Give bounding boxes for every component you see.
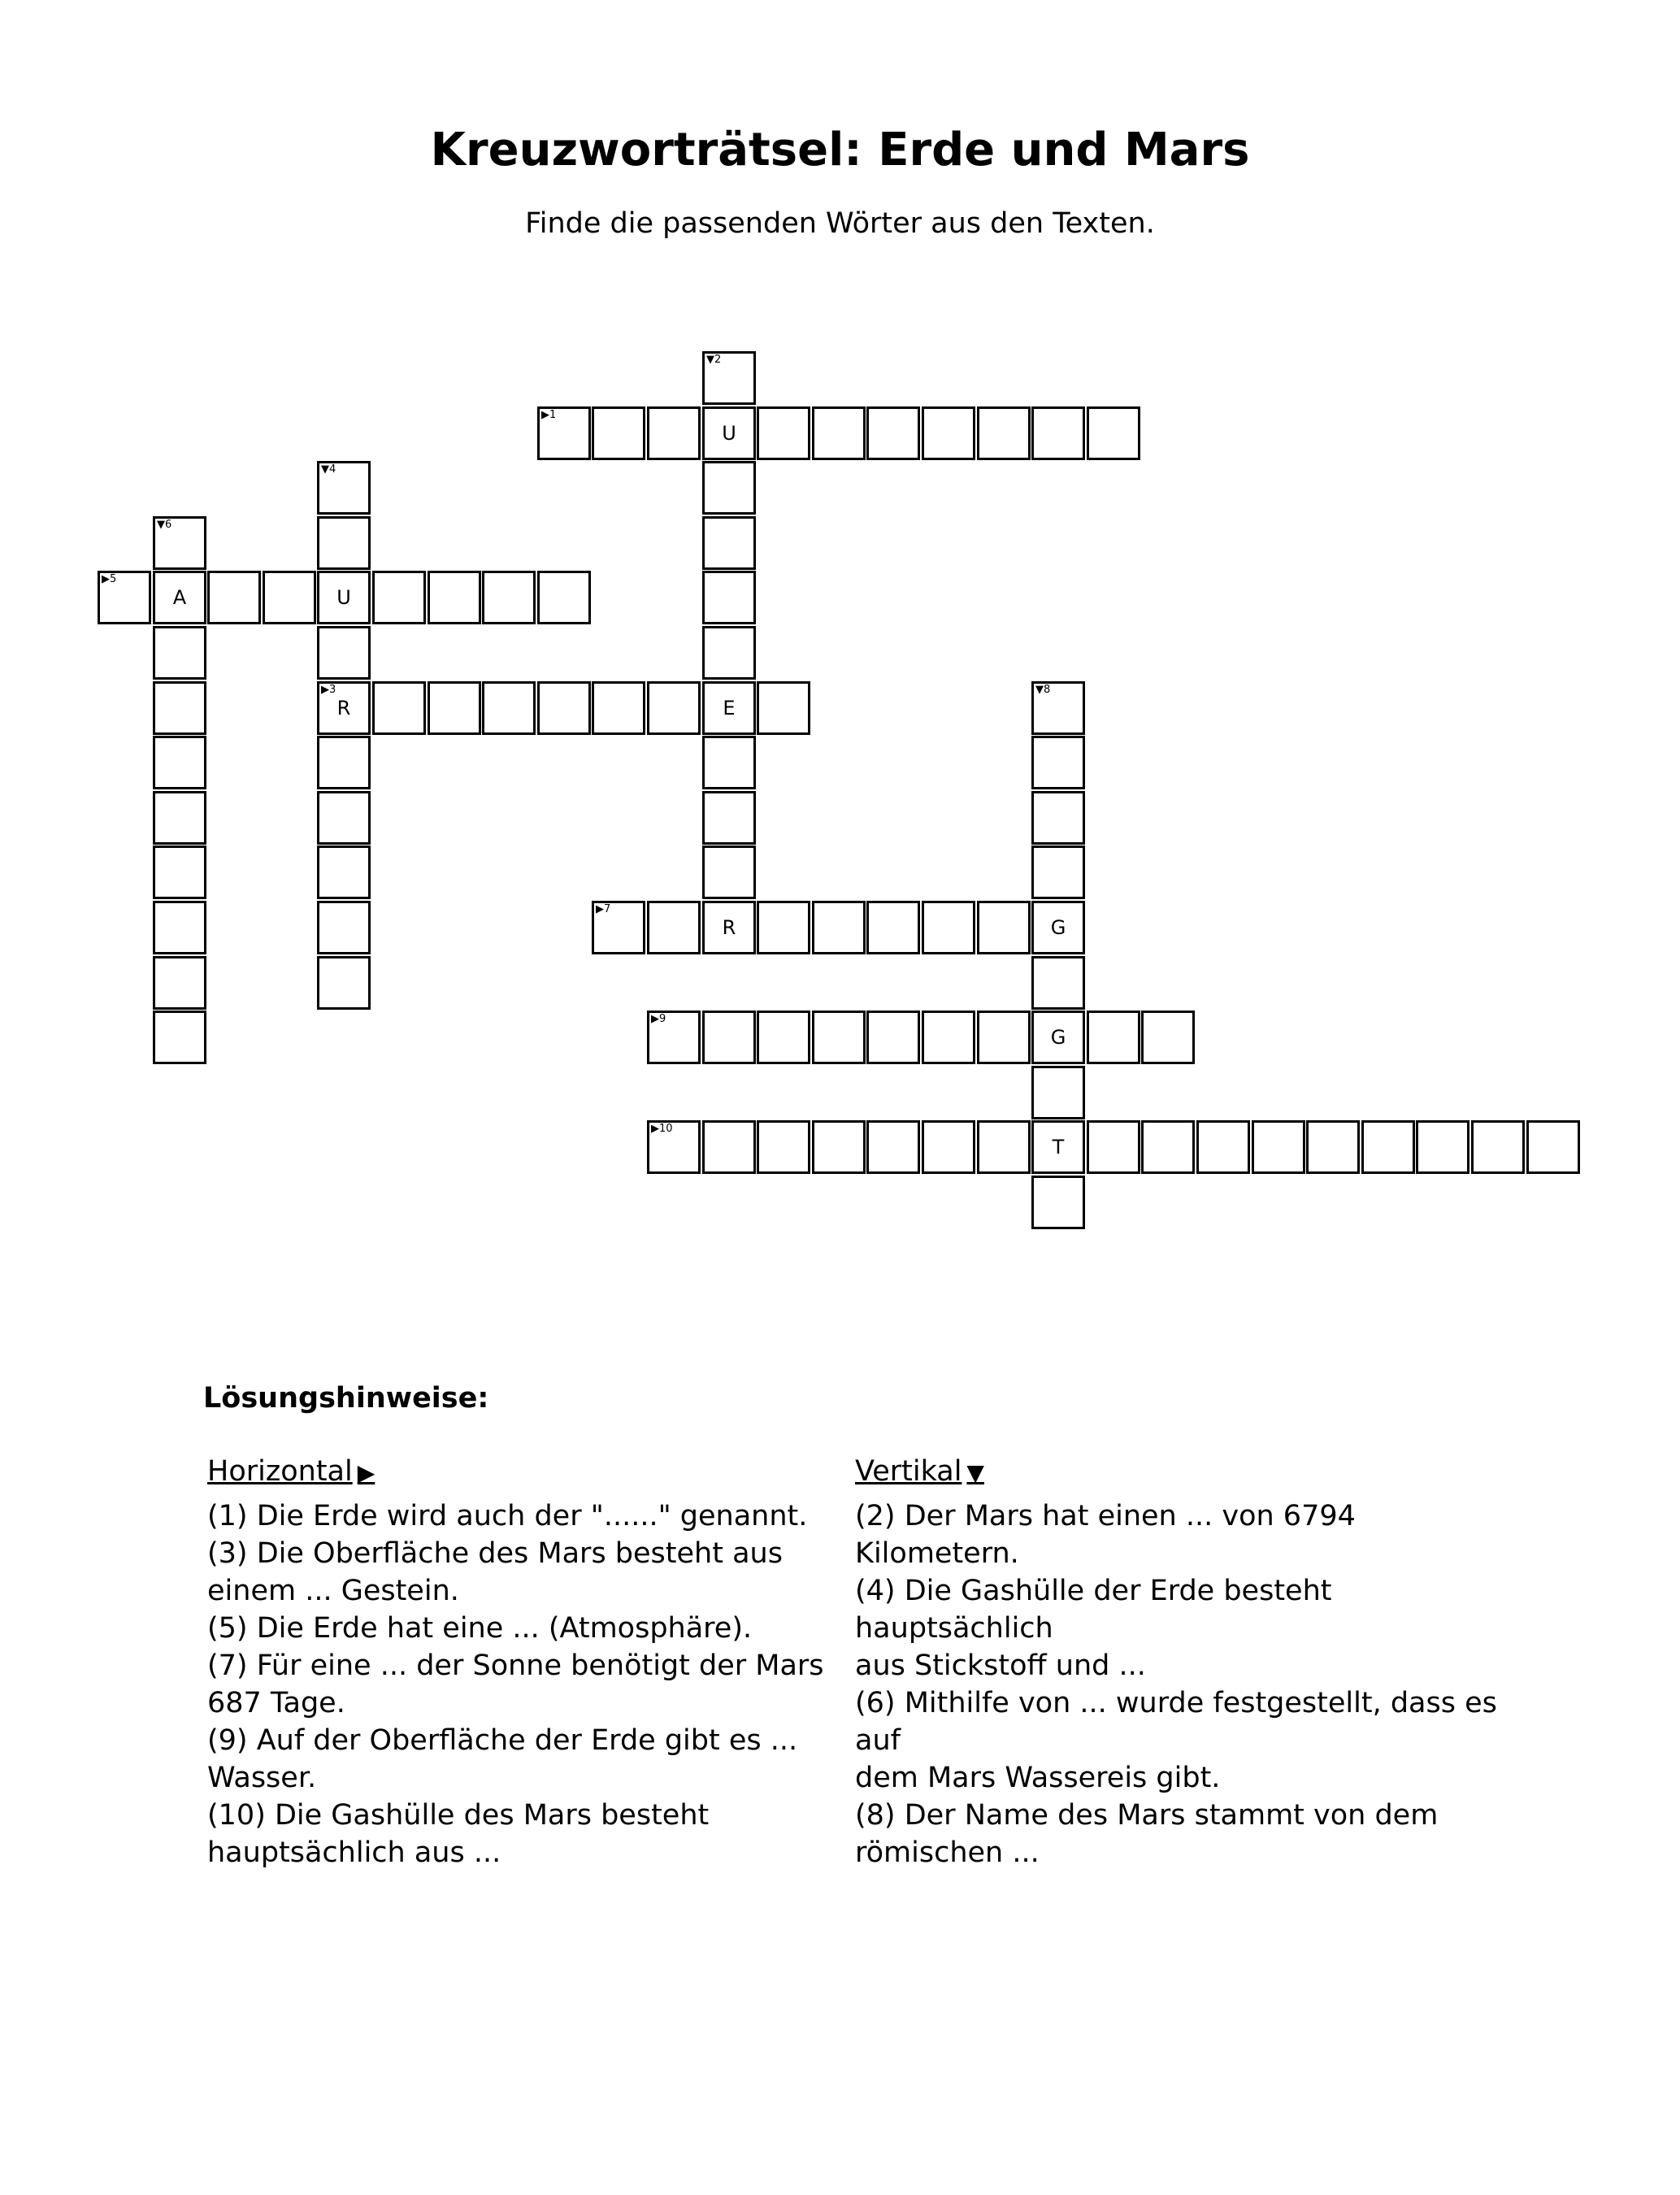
crossword-cell[interactable]	[647, 406, 701, 460]
clue-line: römischen ...	[855, 1836, 1040, 1869]
crossword-cell[interactable]	[153, 571, 206, 624]
clue-number: ▼4	[321, 463, 336, 476]
crossword-cell[interactable]	[812, 1120, 866, 1174]
clue-line: (10) Die Gashülle des Mars besteht	[207, 1799, 710, 1832]
clue-line: (4) Die Gashülle der Erde besteht hauptsächlich	[855, 1575, 1332, 1645]
vertical-title	[855, 1451, 984, 1493]
crossword-cell[interactable]	[1252, 1120, 1305, 1174]
crossword-cell[interactable]	[866, 406, 920, 460]
crossword-cell[interactable]	[1087, 406, 1140, 460]
crossword-cell[interactable]	[647, 681, 701, 735]
clue-line: 687 Tage.	[207, 1687, 345, 1719]
clue-line: aus Stickstoff und ...	[855, 1650, 1146, 1682]
clue-number: ▼8	[1035, 684, 1051, 696]
horizontal-title	[207, 1451, 375, 1493]
crossword-cell[interactable]	[702, 1120, 756, 1174]
clue-line: (2) Der Mars hat einen ... von 6794 Kilometern.	[855, 1500, 1356, 1570]
crossword-cell[interactable]	[1031, 845, 1085, 899]
cell-letter: E	[723, 697, 736, 719]
crossword-cell[interactable]	[922, 901, 975, 954]
crossword-cell[interactable]	[812, 1011, 866, 1064]
crossword-cell[interactable]	[372, 681, 426, 735]
crossword-cell[interactable]	[812, 901, 866, 954]
crossword-cell[interactable]	[317, 626, 371, 680]
crossword-cell[interactable]	[317, 516, 371, 570]
crossword-cell[interactable]	[153, 681, 206, 735]
crossword-cell[interactable]	[1141, 1120, 1195, 1174]
crossword-cell[interactable]	[98, 571, 151, 624]
crossword-cell[interactable]	[757, 1120, 810, 1174]
crossword-cell[interactable]	[757, 681, 810, 735]
crossword-cell[interactable]	[1031, 406, 1085, 460]
clue-number: ▶10	[651, 1123, 673, 1135]
clue-line: dem Mars Wassereis gibt.	[855, 1762, 1221, 1794]
crossword-cell[interactable]	[317, 901, 371, 954]
crossword-cell[interactable]	[153, 1011, 206, 1064]
cell-letter: G	[1050, 1026, 1066, 1049]
crossword-cell[interactable]	[1087, 1120, 1140, 1174]
crossword-cell[interactable]	[1031, 1176, 1085, 1229]
crossword-cell[interactable]	[702, 406, 756, 460]
crossword-cell[interactable]	[1031, 1066, 1085, 1119]
clue-line: (7) Für eine ... der Sonne benötigt der Mars	[207, 1650, 824, 1682]
crossword-cell[interactable]	[1361, 1120, 1415, 1174]
vertical-clue-list	[855, 1497, 1505, 1871]
crossword-cell[interactable]	[317, 736, 371, 789]
crossword-cell[interactable]	[922, 1120, 975, 1174]
cell-letter: U	[336, 586, 351, 609]
crossword-cell[interactable]	[1141, 1011, 1195, 1064]
crossword-cell[interactable]	[207, 571, 261, 624]
down-arrow-icon: ▼	[966, 1459, 984, 1486]
cell-letter: R	[336, 697, 351, 719]
horizontal-title-text: Horizontal	[207, 1455, 353, 1488]
clue-line: (1) Die Erde wird auch der "......" genannt.	[207, 1500, 808, 1532]
crossword-cell[interactable]	[977, 1120, 1031, 1174]
crossword-cell[interactable]	[317, 791, 371, 845]
crossword-cell[interactable]	[153, 845, 206, 899]
clue-line: Wasser.	[207, 1762, 317, 1794]
crossword-cell[interactable]	[702, 736, 756, 789]
crossword-cell[interactable]	[702, 351, 756, 405]
crossword-cell[interactable]	[153, 736, 206, 789]
crossword-cell[interactable]	[263, 571, 316, 624]
clue-number: ▶3	[321, 684, 336, 696]
crossword-cell[interactable]	[153, 956, 206, 1010]
hints-heading: Lösungshinweise:	[203, 1382, 489, 1415]
crossword-cell[interactable]	[702, 1011, 756, 1064]
crossword-cell[interactable]	[372, 571, 426, 624]
crossword-cell[interactable]	[482, 571, 536, 624]
crossword-cell[interactable]	[428, 571, 481, 624]
clue-line: (3) Die Oberfläche des Mars besteht aus	[207, 1537, 783, 1570]
crossword-cell[interactable]	[1087, 1011, 1140, 1064]
crossword-cell[interactable]	[1031, 1120, 1085, 1174]
crossword-cell[interactable]	[317, 571, 371, 624]
crossword-cell[interactable]	[702, 901, 756, 954]
clue-line: (6) Mithilfe von ... wurde festgestellt, dass es auf	[855, 1687, 1497, 1757]
cell-letter: R	[722, 916, 736, 939]
crossword-cell[interactable]	[702, 626, 756, 680]
crossword-cell[interactable]	[1196, 1120, 1250, 1174]
crossword-cell[interactable]	[977, 1011, 1031, 1064]
crossword-cell[interactable]	[702, 516, 756, 570]
clue-number: ▶9	[651, 1013, 666, 1025]
clue-line: (8) Der Name des Mars stammt von dem	[855, 1799, 1439, 1832]
crossword-cell[interactable]	[977, 406, 1031, 460]
clue-line: hauptsächlich aus ...	[207, 1836, 501, 1869]
clue-number: ▶1	[541, 409, 557, 421]
crossword-cell[interactable]	[757, 406, 810, 460]
crossword-cell[interactable]	[757, 1011, 810, 1064]
crossword-cell[interactable]	[1471, 1120, 1525, 1174]
vertical-title-text: Vertikal	[855, 1455, 962, 1488]
cell-letter: G	[1050, 916, 1066, 939]
crossword-cell[interactable]	[537, 406, 591, 460]
crossword-cell[interactable]	[482, 681, 536, 735]
crossword-cell[interactable]	[153, 626, 206, 680]
crossword-cell[interactable]	[592, 681, 645, 735]
crossword-cell[interactable]	[317, 461, 371, 515]
clue-number: ▼2	[706, 354, 722, 366]
crossword-cell[interactable]	[647, 1120, 701, 1174]
crossword-cell[interactable]	[317, 845, 371, 899]
crossword-cell[interactable]	[757, 901, 810, 954]
crossword-cell[interactable]	[702, 461, 756, 515]
crossword-cell[interactable]	[1306, 1120, 1360, 1174]
page-title: Kreuzworträtsel: Erde und Mars	[430, 124, 1250, 176]
crossword-cell[interactable]	[866, 901, 920, 954]
crossword-cell[interactable]	[317, 956, 371, 1010]
crossword-cell[interactable]	[537, 681, 591, 735]
crossword-cell[interactable]	[1526, 1120, 1580, 1174]
clue-number: ▶5	[102, 573, 117, 585]
crossword-cell[interactable]	[647, 1011, 701, 1064]
crossword-cell[interactable]	[1031, 901, 1085, 954]
crossword-cell[interactable]	[922, 1011, 975, 1064]
crossword-cell[interactable]	[1031, 1011, 1085, 1064]
right-arrow-icon: ▶	[357, 1459, 376, 1486]
crossword-cell[interactable]	[153, 901, 206, 954]
clue-number: ▼6	[157, 519, 172, 531]
crossword-cell[interactable]	[1031, 791, 1085, 845]
crossword-cell[interactable]	[153, 516, 206, 570]
crossword-cell[interactable]	[702, 791, 756, 845]
cell-letter: A	[172, 586, 187, 609]
crossword-cell[interactable]	[812, 406, 866, 460]
clue-number: ▶7	[596, 903, 611, 915]
crossword-cell[interactable]	[977, 901, 1031, 954]
cell-letter: U	[722, 422, 736, 445]
crossword-cell[interactable]	[702, 681, 756, 735]
crossword-cell[interactable]	[1031, 956, 1085, 1010]
clue-line: einem ... Gestein.	[207, 1575, 459, 1607]
clue-line: (5) Die Erde hat eine ... (Atmosphäre).	[207, 1612, 753, 1645]
crossword-cell[interactable]	[592, 901, 645, 954]
crossword-cell[interactable]	[647, 901, 701, 954]
crossword-cell[interactable]	[317, 681, 371, 735]
crossword-cell[interactable]	[592, 406, 645, 460]
crossword-cell[interactable]	[428, 681, 481, 735]
crossword-cell[interactable]	[1031, 681, 1085, 735]
crossword-cell[interactable]	[1416, 1120, 1469, 1174]
crossword-cell[interactable]	[922, 406, 975, 460]
crossword-cell[interactable]	[537, 571, 591, 624]
crossword-cell[interactable]	[702, 845, 756, 899]
horizontal-clue-list	[207, 1497, 857, 1871]
crossword-cell[interactable]	[153, 791, 206, 845]
cell-letter: T	[1052, 1136, 1065, 1158]
crossword-cell[interactable]	[702, 571, 756, 624]
crossword-cell[interactable]	[866, 1120, 920, 1174]
subtitle: Finde die passenden Wörter aus den Texten.	[525, 207, 1155, 240]
clue-line: (9) Auf der Oberfläche der Erde gibt es ...	[207, 1724, 798, 1757]
crossword-cell[interactable]	[1031, 736, 1085, 789]
crossword-cell[interactable]	[866, 1011, 920, 1064]
